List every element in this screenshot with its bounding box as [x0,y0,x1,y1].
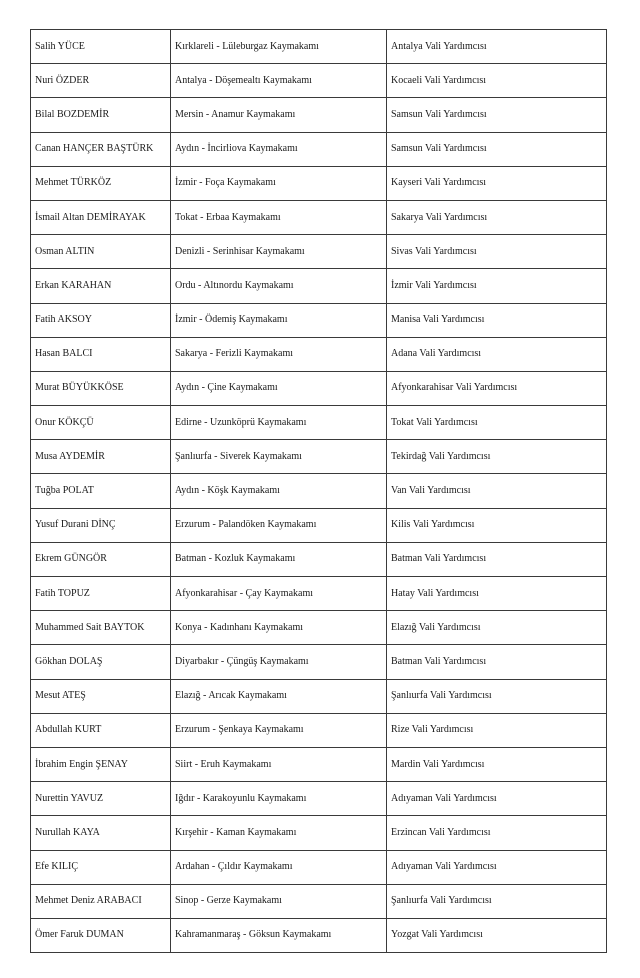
previous-post-cell: Tokat - Erbaa Kaymakamı [171,200,387,234]
table-row [31,542,607,576]
table-row [31,747,607,781]
name-cell: Mehmet TÜRKÖZ [31,166,171,200]
new-post-cell: Adana Vali Yardımcısı [387,337,607,371]
previous-post-cell: Elazığ - Arıcak Kaymakamı [171,679,387,713]
new-post-cell: Kilis Vali Yardımcısı [387,508,607,542]
new-post-cell: Kocaeli Vali Yardımcısı [387,64,607,98]
previous-post-cell: Sinop - Gerze Kaymakamı [171,884,387,918]
table-row [31,406,607,440]
table-row [31,508,607,542]
previous-post-cell: Konya - Kadınhanı Kaymakamı [171,611,387,645]
new-post-cell: Şanlıurfa Vali Yardımcısı [387,884,607,918]
table-row [31,816,607,850]
previous-post-cell: Erzurum - Palandöken Kaymakamı [171,508,387,542]
name-cell: Efe KILIÇ [31,850,171,884]
table-row [31,645,607,679]
new-post-cell: Hatay Vali Yardımcısı [387,577,607,611]
table-row [31,64,607,98]
table-row [31,884,607,918]
previous-post-cell: Aydın - Çine Kaymakamı [171,371,387,405]
table-row [31,303,607,337]
new-post-cell: Erzincan Vali Yardımcısı [387,816,607,850]
previous-post-cell: Edirne - Uzunköprü Kaymakamı [171,406,387,440]
new-post-cell: Batman Vali Yardımcısı [387,645,607,679]
table-row [31,269,607,303]
new-post-cell: Sivas Vali Yardımcısı [387,235,607,269]
name-cell: Yusuf Durani DİNÇ [31,508,171,542]
new-post-cell: Sakarya Vali Yardımcısı [387,200,607,234]
previous-post-cell: Sakarya - Ferizli Kaymakamı [171,337,387,371]
name-cell: Osman ALTIN [31,235,171,269]
name-cell: Bilal BOZDEMİR [31,98,171,132]
table-row [31,30,607,64]
previous-post-cell: Batman - Kozluk Kaymakamı [171,542,387,576]
name-cell: Nurettin YAVUZ [31,782,171,816]
previous-post-cell: Siirt - Eruh Kaymakamı [171,747,387,781]
new-post-cell: Samsun Vali Yardımcısı [387,98,607,132]
previous-post-cell: Kırklareli - Lüleburgaz Kaymakamı [171,30,387,64]
name-cell: Erkan KARAHAN [31,269,171,303]
name-cell: Murat BÜYÜKKÖSE [31,371,171,405]
new-post-cell: Batman Vali Yardımcısı [387,542,607,576]
previous-post-cell: İzmir - Ödemiş Kaymakamı [171,303,387,337]
name-cell: Fatih AKSOY [31,303,171,337]
new-post-cell: Adıyaman Vali Yardımcısı [387,850,607,884]
table-row [31,200,607,234]
new-post-cell: Samsun Vali Yardımcısı [387,132,607,166]
previous-post-cell: Kahramanmaraş - Göksun Kaymakamı [171,918,387,952]
table-row [31,371,607,405]
new-post-cell: Manisa Vali Yardımcısı [387,303,607,337]
name-cell: Tuğba POLAT [31,474,171,508]
new-post-cell: Tokat Vali Yardımcısı [387,406,607,440]
name-cell: Onur KÖKÇÜ [31,406,171,440]
table-row [31,918,607,952]
previous-post-cell: Iğdır - Karakoyunlu Kaymakamı [171,782,387,816]
previous-post-cell: Mersin - Anamur Kaymakamı [171,98,387,132]
name-cell: Gökhan DOLAŞ [31,645,171,679]
new-post-cell: Van Vali Yardımcısı [387,474,607,508]
name-cell: Mesut ATEŞ [31,679,171,713]
previous-post-cell: Denizli - Serinhisar Kaymakamı [171,235,387,269]
new-post-cell: Şanlıurfa Vali Yardımcısı [387,679,607,713]
table-row [31,850,607,884]
table-row [31,679,607,713]
name-cell: Nurullah KAYA [31,816,171,850]
table-body [31,30,607,953]
table-row [31,98,607,132]
name-cell: İbrahim Engin ŞENAY [31,747,171,781]
new-post-cell: Rize Vali Yardımcısı [387,713,607,747]
new-post-cell: Yozgat Vali Yardımcısı [387,918,607,952]
previous-post-cell: Kırşehir - Kaman Kaymakamı [171,816,387,850]
table-row [31,577,607,611]
table-row [31,782,607,816]
previous-post-cell: Diyarbakır - Çüngüş Kaymakamı [171,645,387,679]
new-post-cell: İzmir Vali Yardımcısı [387,269,607,303]
name-cell: Abdullah KURT [31,713,171,747]
new-post-cell: Kayseri Vali Yardımcısı [387,166,607,200]
appointments-table [30,29,607,953]
table-row [31,474,607,508]
previous-post-cell: Aydın - İncirliova Kaymakamı [171,132,387,166]
name-cell: İsmail Altan DEMİRAYAK [31,200,171,234]
previous-post-cell: Aydın - Köşk Kaymakamı [171,474,387,508]
name-cell: Nuri ÖZDER [31,64,171,98]
new-post-cell: Tekirdağ Vali Yardımcısı [387,440,607,474]
new-post-cell: Adıyaman Vali Yardımcısı [387,782,607,816]
name-cell: Canan HANÇER BAŞTÜRK [31,132,171,166]
table-row [31,713,607,747]
table-row [31,166,607,200]
new-post-cell: Antalya Vali Yardımcısı [387,30,607,64]
previous-post-cell: Afyonkarahisar - Çay Kaymakamı [171,577,387,611]
new-post-cell: Afyonkarahisar Vali Yardımcısı [387,371,607,405]
name-cell: Mehmet Deniz ARABACI [31,884,171,918]
name-cell: Muhammed Sait BAYTOK [31,611,171,645]
table-row [31,235,607,269]
table-row [31,132,607,166]
table-row [31,611,607,645]
name-cell: Fatih TOPUZ [31,577,171,611]
name-cell: Musa AYDEMİR [31,440,171,474]
table-row [31,440,607,474]
name-cell: Salih YÜCE [31,30,171,64]
previous-post-cell: Şanlıurfa - Siverek Kaymakamı [171,440,387,474]
new-post-cell: Mardin Vali Yardımcısı [387,747,607,781]
previous-post-cell: Ardahan - Çıldır Kaymakamı [171,850,387,884]
table-row [31,337,607,371]
name-cell: Ömer Faruk DUMAN [31,918,171,952]
name-cell: Ekrem GÜNGÖR [31,542,171,576]
previous-post-cell: Erzurum - Şenkaya Kaymakamı [171,713,387,747]
previous-post-cell: Ordu - Altınordu Kaymakamı [171,269,387,303]
previous-post-cell: İzmir - Foça Kaymakamı [171,166,387,200]
previous-post-cell: Antalya - Döşemealtı Kaymakamı [171,64,387,98]
new-post-cell: Elazığ Vali Yardımcısı [387,611,607,645]
name-cell: Hasan BALCI [31,337,171,371]
